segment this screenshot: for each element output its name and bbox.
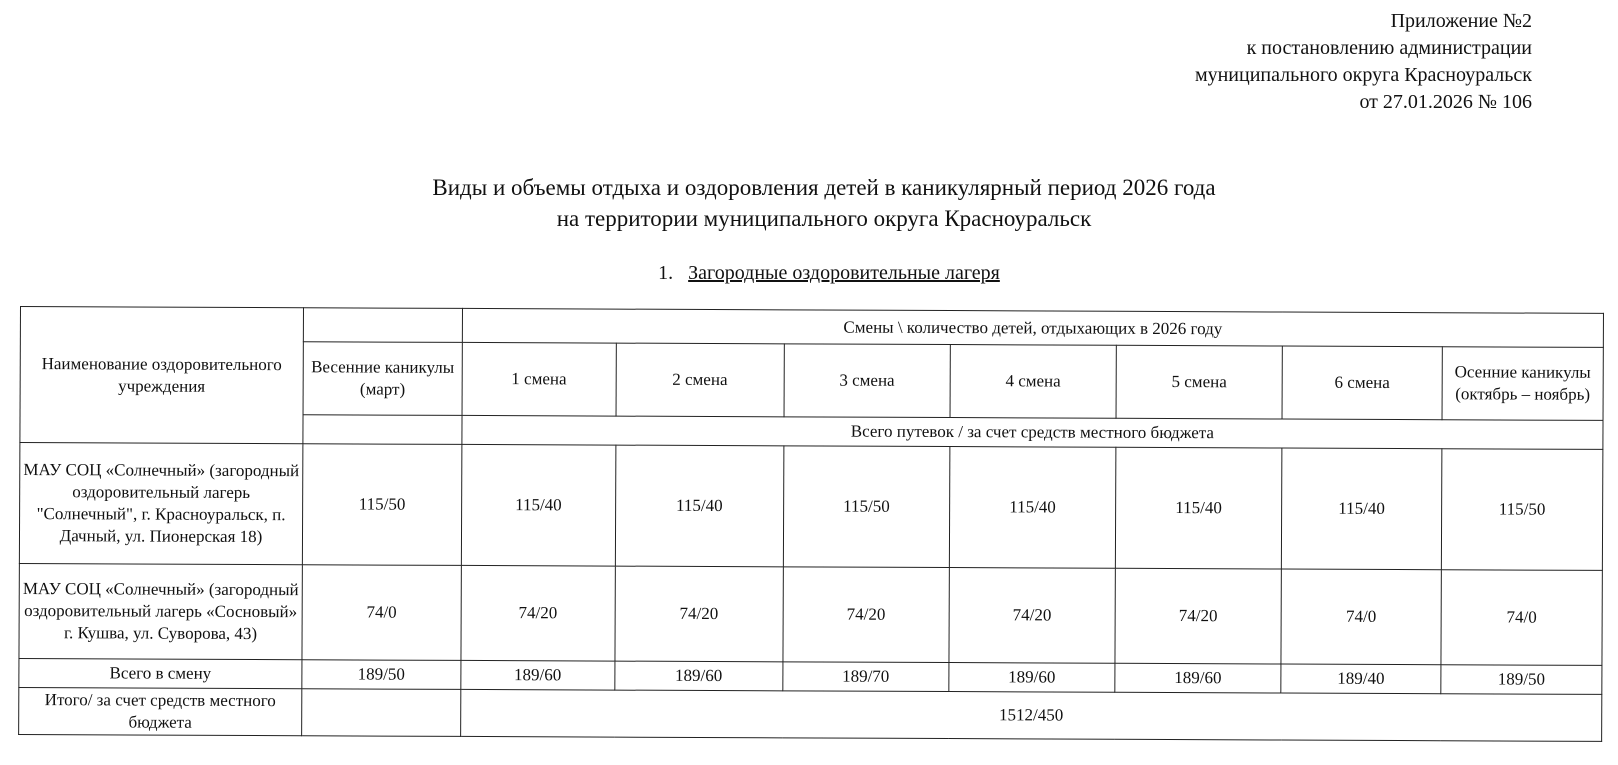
table-cell: 74/20 [1115,568,1281,664]
table-cell: 74/20 [783,567,949,663]
header-col: Весенние каникулы (март) [303,342,462,416]
sum-cell: 189/60 [949,663,1115,693]
header-group-shifts: Смены \ количество детей, отдыхающих в 2026 году [462,308,1603,347]
table-cell: 115/40 [461,444,615,566]
header-col: Осенние каникулы (октябрь – ноябрь) [1442,347,1603,421]
table-cell: 74/0 [1281,569,1441,665]
header-col: 3 смена [784,344,950,418]
institution-name: МАУ СОЦ «Солнечный» (загородный оздоровительный лагерь «Сосновый» г. Кушва, ул. Суворова, 43) [19,563,302,659]
appendix-line-3: муниципального округа Красноуральск [1194,64,1532,86]
title-line-2: на территории муниципального округа Красноуральск [556,206,1092,231]
header-col: 2 смена [616,343,784,417]
appendix-line-1: Приложение №2 [1390,10,1532,32]
sum-cell: 189/60 [1115,663,1281,693]
table-row [19,563,1602,665]
table-cell: 74/20 [949,568,1115,664]
total-row-label: Итого/ за счет средств местного бюджета [19,687,302,735]
total-value: 1512/450 [461,689,1602,741]
table-cell: 74/0 [302,565,461,661]
sum-row-label: Всего в смену [19,658,302,688]
table-cell: 115/40 [1281,448,1441,570]
table-cell: 74/0 [1441,570,1602,666]
header-col: 1 смена [462,342,616,416]
table-cell: 115/40 [949,447,1116,569]
table-cell: 115/40 [615,445,784,567]
sum-cell: 189/50 [302,660,461,690]
header-col: 5 смена [1116,345,1282,419]
appendix-line-4: от 27.01.2026 № 106 [1359,91,1532,113]
sum-cell: 189/70 [783,662,949,692]
table-cell: 115/50 [1441,449,1603,571]
table-cell: 74/20 [615,566,784,662]
table-row [19,443,1603,571]
sum-cell: 189/50 [1441,665,1602,695]
title-line-1: Виды и объемы отдыха и оздоровления детей в каникулярный период 2026 года [432,175,1216,200]
header-institution-name: Наименование оздоровительного учреждения [20,307,304,444]
header-sub-title: Всего путевок / за счет средств местного бюджета [462,415,1603,449]
section-number: 1. [658,262,674,284]
header-empty-cell [303,308,462,343]
section-label: Загородные оздоровительные лагеря [688,262,1000,284]
sum-cell: 189/60 [614,661,782,691]
total-empty-cell [302,689,461,737]
total-row [19,687,1602,741]
camps-table [18,306,1604,742]
appendix-line-2: к постановлению администрации [1246,37,1532,59]
header-col: 6 смена [1282,346,1442,420]
institution-name: МАУ СОЦ «Солнечный» (загородный оздоровительный лагерь "Солнечный", г. Красноуральск, п. Дачный, ул. Пионерская 18) [19,443,302,565]
header-col: 4 смена [950,345,1116,419]
appendix-block [1195,8,1532,116]
document-title [0,172,1618,234]
table-cell: 115/50 [302,444,461,566]
sum-cell: 189/40 [1281,664,1441,694]
table-cell: 115/50 [783,446,950,568]
header-row-group [20,307,1603,348]
header-empty-cell [303,415,462,445]
sum-cell: 189/60 [461,660,615,690]
table-cell: 74/20 [461,565,615,661]
section-heading [0,262,1618,285]
table-cell: 115/40 [1115,447,1282,569]
